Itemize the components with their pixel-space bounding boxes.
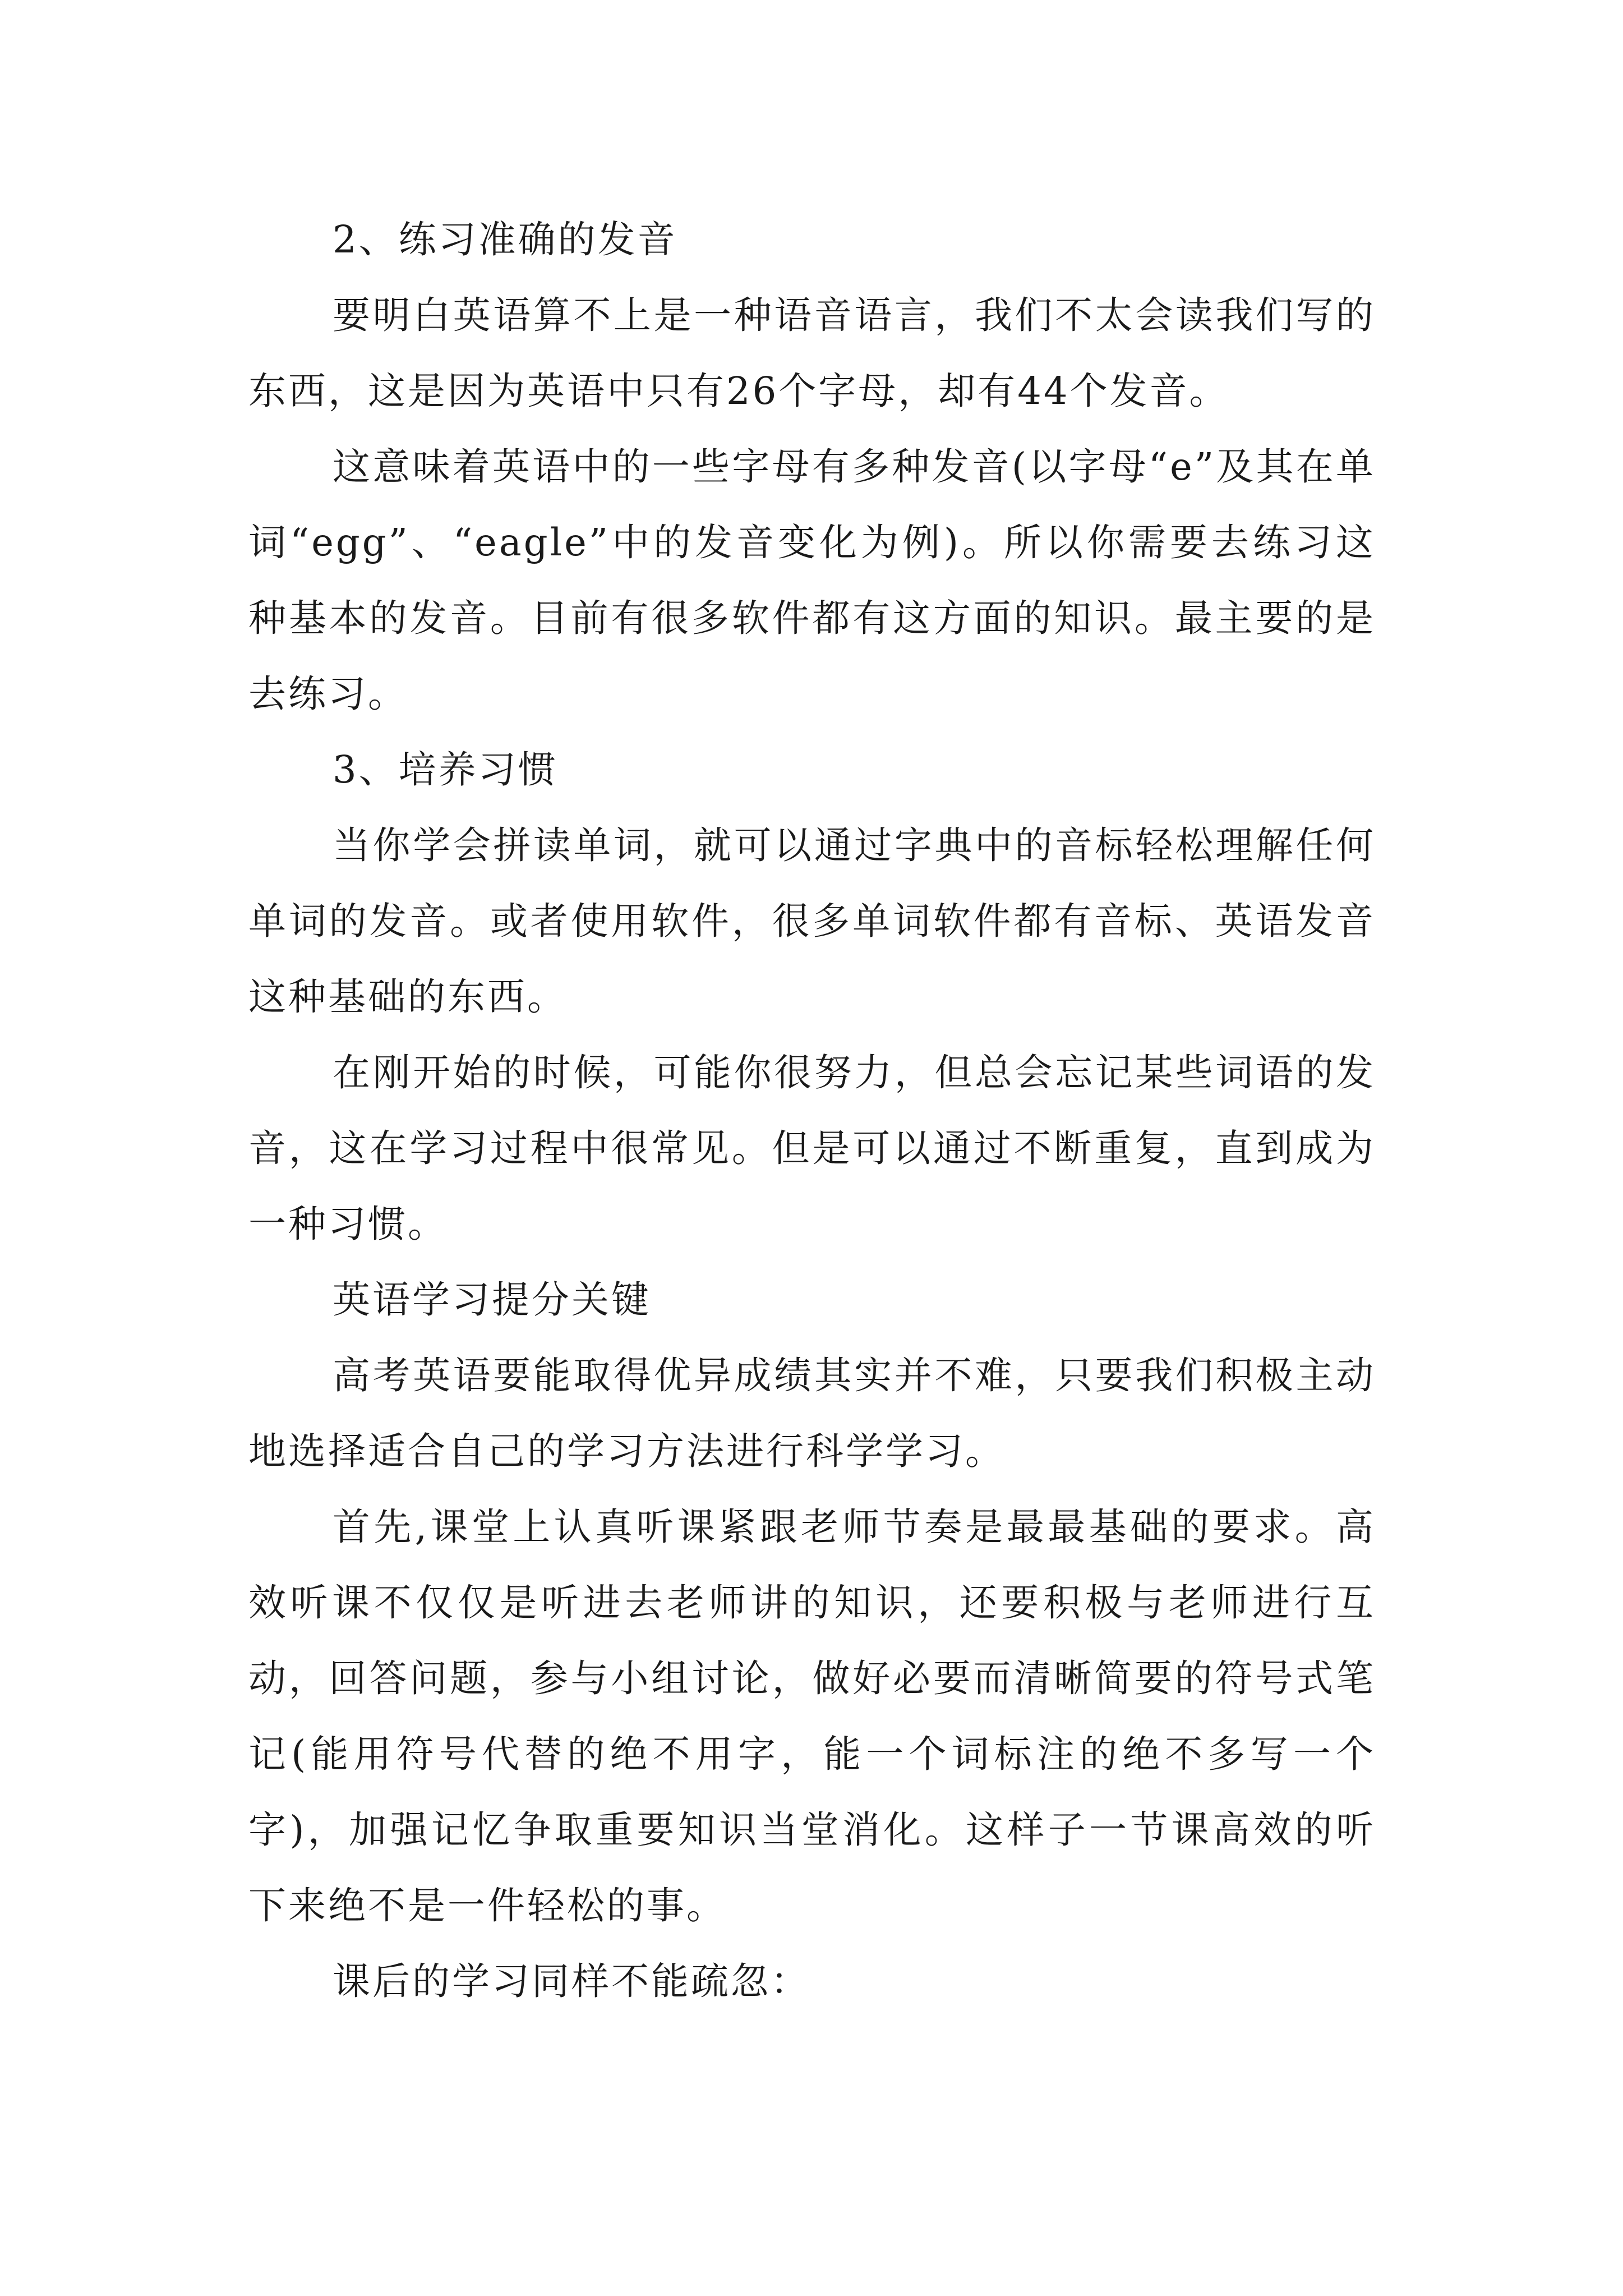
section-heading-habit: 3、培养习惯	[333, 748, 558, 792]
paragraph-exam-intro: 高考英语要能取得优异成绩其实并不难，只要我们积极主动地选择适合自己的学习方法进行科学学习。	[248, 1354, 1376, 1473]
paragraph-after-class: 课后的学习同样不能疏忽：	[333, 1959, 810, 2003]
paragraph-repetition: 在刚开始的时候，可能你很努力，但总会忘记某些词语的发音，这在学习过程中很常见。但是可以通过不断重复，直到成为一种习惯。	[248, 1051, 1376, 1246]
document-body	[248, 202, 1376, 2019]
paragraph-dictionary-phonetics: 当你学会拼读单词，就可以通过字典中的音标轻松理解任何单词的发音。或者使用软件，很多单词软件都有音标、英语发音这种基础的东西。	[248, 823, 1376, 1019]
paragraph-letter-sounds: 这意味着英语中的一些字母有多种发音(以字母“e”及其在单词“egg”、“eagle”中的发音变化为例)。所以你需要去练习这种基本的发音。目前有很多软件都有这方面的知识。最主要的是去练习。	[248, 445, 1376, 716]
paragraph-phonetic-language: 要明白英语算不上是一种语音语言，我们不太会读我们写的东西，这是因为英语中只有26个字母，却有44个发音。	[248, 293, 1376, 413]
section-heading-pronunciation: 2、练习准确的发音	[333, 218, 677, 261]
paragraph-classroom-listening: 首先,课堂上认真听课紧跟老师节奏是最最基础的要求。高效听课不仅仅是听进去老师讲的知识，还要积极与老师进行互动，回答问题，参与小组讨论，做好必要而清晰简要的符号式笔记(能用符号代替的绝不用字，能一个词标注的绝不多写一个字)，加强记忆争取重要知识当堂消化。这样子一节课高效的听下来绝不是一件轻松的事。	[248, 1505, 1376, 1927]
section-heading-key-points: 英语学习提分关键	[333, 1278, 651, 1322]
